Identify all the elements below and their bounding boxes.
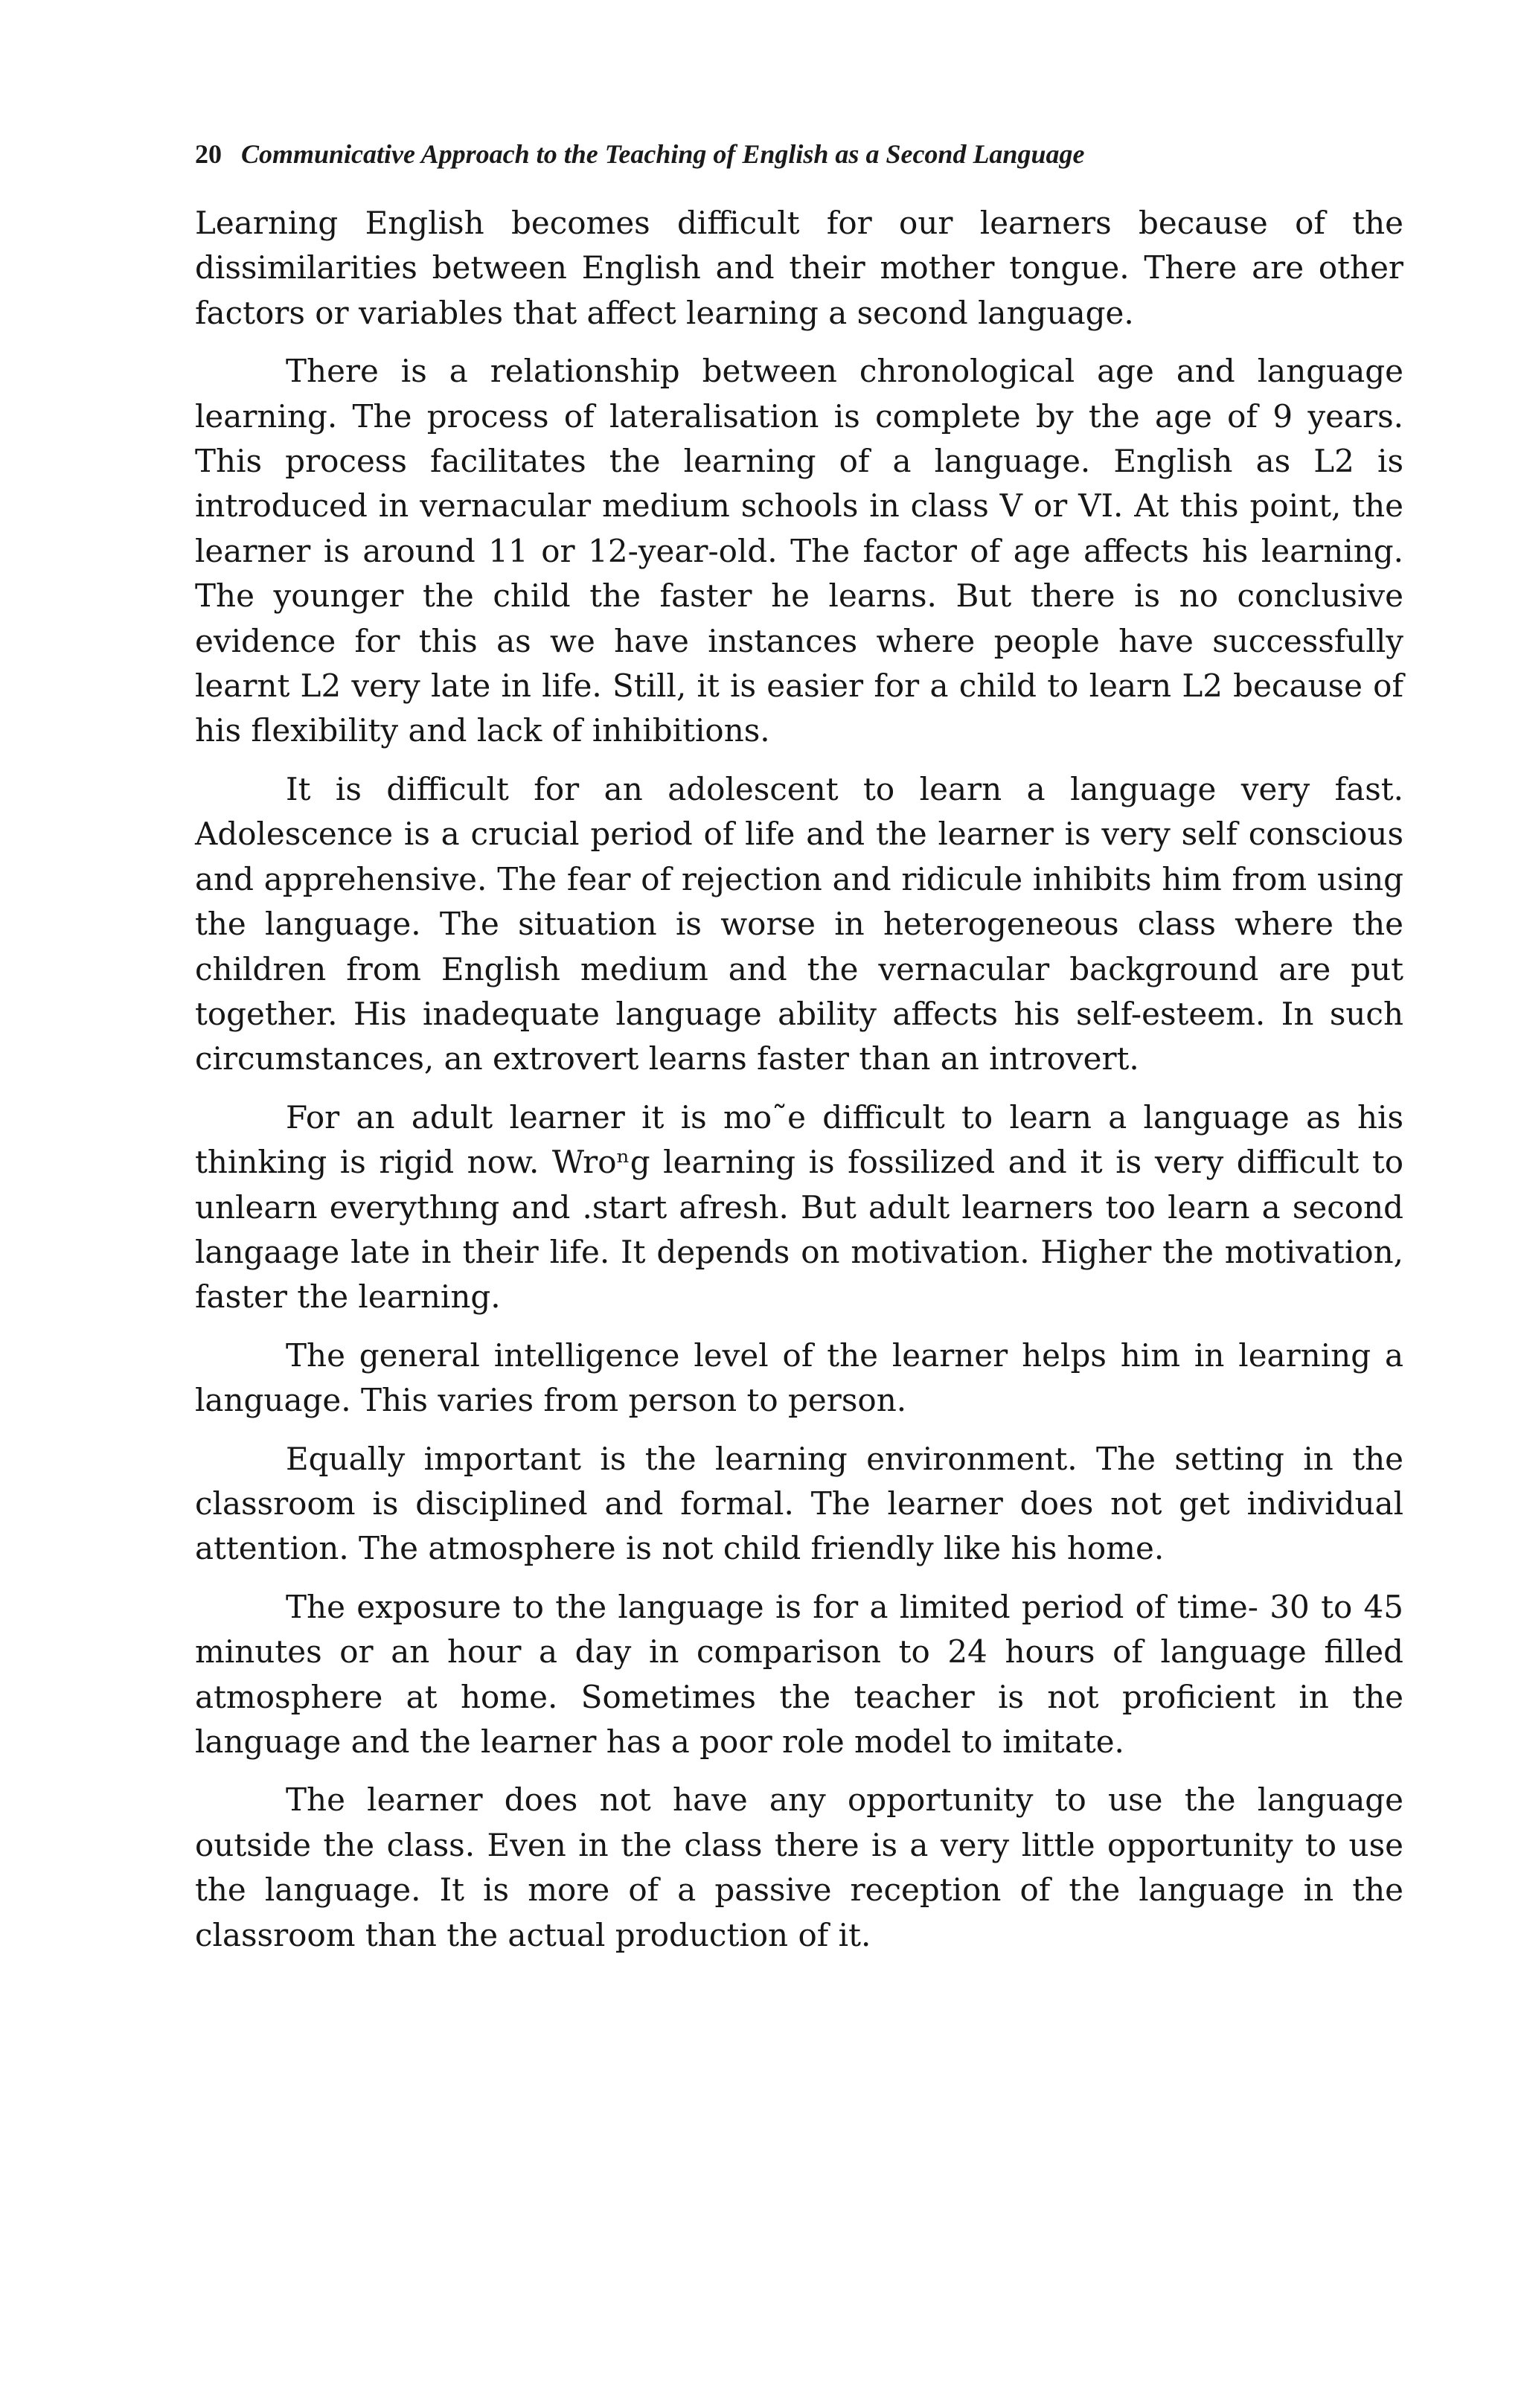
paragraph: Equally important is the learning environment. The setting in the classroom is disciplined and formal. The learner does not get individual attention. The atmosphere is not child friendly like his home.	[195, 1440, 1403, 1567]
paragraph: The learner does not have any opportunity to use the language outside the class. Even in the class there is a very little opportunity to use the language. It is more of a passive reception of the language in the classroom than the actual production of it.	[195, 1781, 1403, 1953]
book-title: Communicative Approach to the Teaching of English as a Second Language	[241, 139, 1085, 169]
paragraph: The exposure to the language is for a limited period of time- 30 to 45 minutes or an hour a day in comparison to 24 hours of language filled atmosphere at home. Sometimes the teacher is not proficient in the language and the learner has a poor role model to imitate.	[195, 1588, 1403, 1760]
paragraph: Learning English becomes difficult for our learners because of the dissimilarities between English and their mother tongue. There are other factors or variables that affect learning a second language.	[195, 205, 1403, 331]
body-text	[195, 201, 1403, 1971]
paragraph: The general intelligence level of the learner helps him in learning a language. This varies from person to person.	[195, 1336, 1403, 1419]
paragraph: For an adult learner it is mo˜e difficult to learn a language as his thinking is rigid now. Wroⁿg learning is fossilized and it is very difficult to unlearn everythıng and .start afresh. But adult learners too learn a second langaage late in their life. It depends on motivation. Higher the motivation, faster the learning.	[195, 1098, 1403, 1316]
paragraph: There is a relationship between chronological age and language learning. The process of lateralisation is complete by the age of 9 years. This process facilitates the learning of a language. English as L2 is introduced in vernacular medium schools in class V or VI. At this point, the learner is around 11 or 12-year-old. The factor of age affects his learning. The younger the child the faster he learns. But there is no conclusive evidence for this as we have instances where people have successfully learnt L2 very late in life. Still, it is easier for a child to learn L2 because of his flexibility and lack of inhibitions.	[195, 353, 1403, 749]
paragraph: It is difficult for an adolescent to learn a language very fast. Adolescence is a crucial period of life and the learner is very self conscious and apprehensive. The fear of rejection and ridicule inhibits him from using the language. The situation is worse in heterogeneous class where the children from English medium and the vernacular background are put together. His inadequate language ability affects his self-esteem. In such circumstances, an extrovert learns faster than an introvert.	[195, 770, 1403, 1077]
page-number: 20	[195, 139, 222, 169]
running-head	[195, 138, 1400, 170]
